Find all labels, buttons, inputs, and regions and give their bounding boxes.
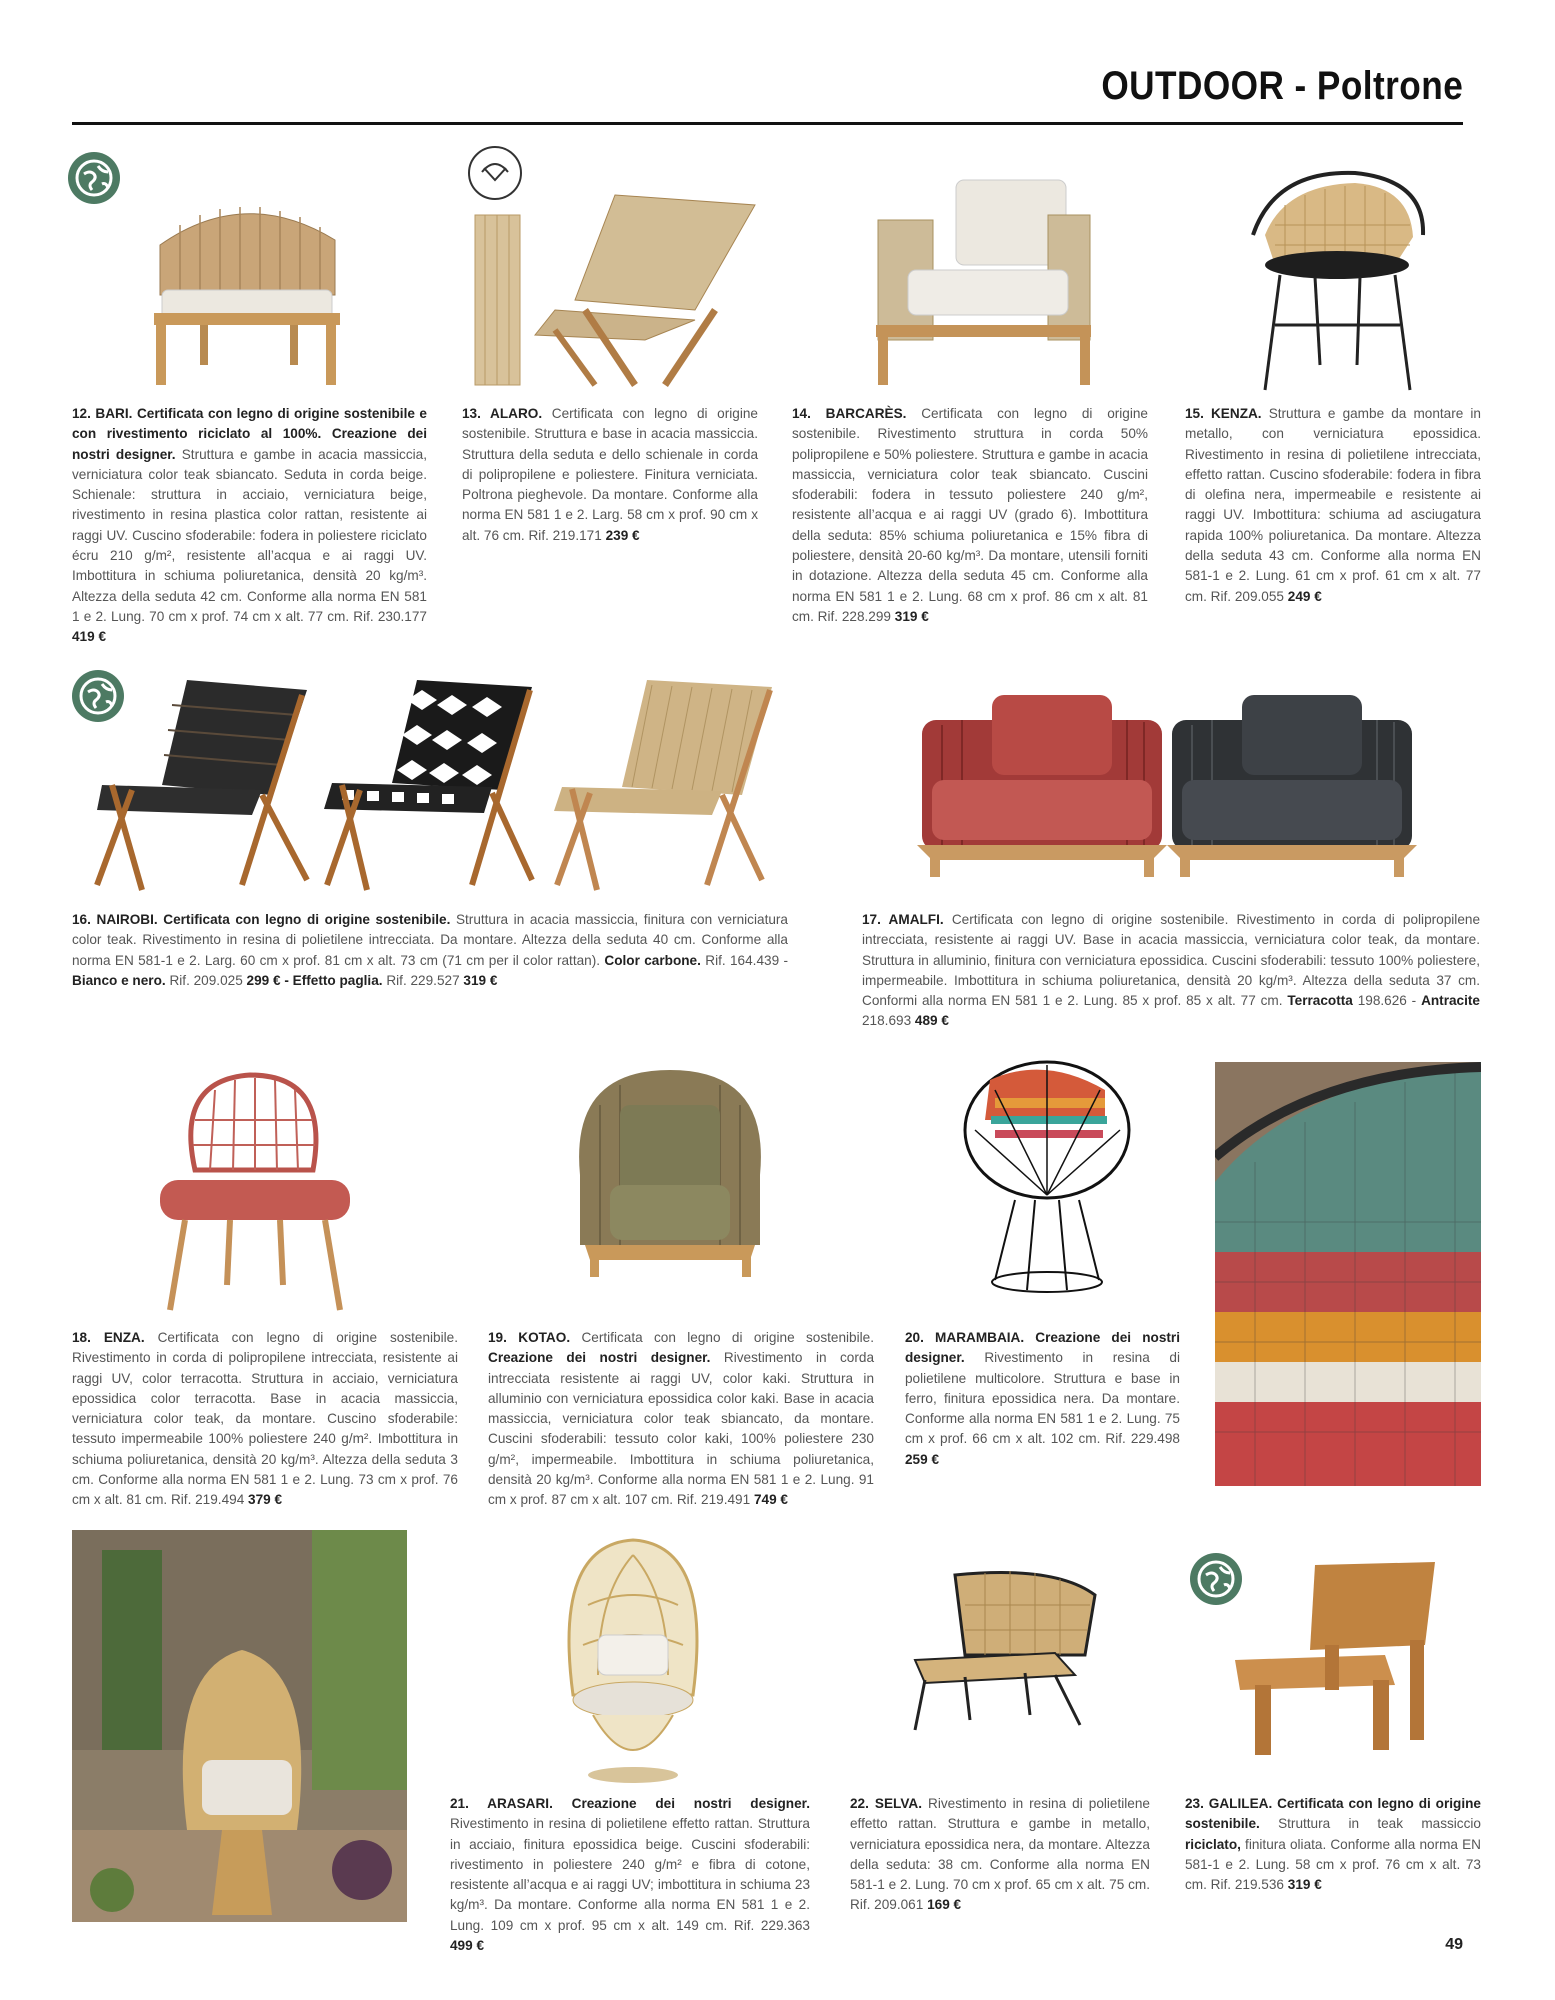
product-19-lead: 19. KOTAO. bbox=[488, 1330, 571, 1345]
product-17-ref-antracite: 218.693 bbox=[862, 1013, 912, 1029]
product-17-ref-terracotta: 198.626 - bbox=[1357, 993, 1417, 1009]
bari-armchair-image bbox=[140, 185, 350, 395]
kenza-chair-image bbox=[1245, 165, 1430, 395]
product-23-lead: 23. GALILEA. Certificata con legno di origine sostenibile. bbox=[1185, 1796, 1481, 1832]
product-23-body: finitura oliata. Conforme alla norma EN 581-1 e 2. Lung. 58 cm x prof. 76 cm x alt. 73 cm. Rif. 219.536 bbox=[1185, 1836, 1481, 1893]
product-20-price: 259 € bbox=[905, 1451, 940, 1467]
product-17-lead: 17. AMALFI. bbox=[862, 912, 944, 927]
product-16-ref-bianco-nero: Rif. 209.025 bbox=[169, 972, 243, 988]
product-16-variant-paglia: - Effetto paglia. bbox=[284, 972, 383, 988]
product-16-price-2: 319 € bbox=[463, 972, 498, 988]
product-16-body: Struttura in acacia massiccia, finitura con verniciatura color teak. Rivestimento in resina di polietilene intrecciata. Da montare. Altezza della seduta 40 cm. Conforme alla norma EN 581-1 e 2. Larg. 60 cm x prof. 81 cm x alt. 73 cm (71 cm per il color rattan). bbox=[72, 912, 788, 968]
product-16-ref-paglia: Rif. 229.527 bbox=[386, 972, 460, 988]
product-23-description bbox=[1185, 1794, 1481, 1895]
marambaia-chair-image bbox=[955, 1060, 1135, 1295]
product-14-body: Certificata con legno di origine sostenibile. Rivestimento struttura in corda 50% polipropilene e 50% poliestere. Struttura e gambe in acacia massiccia, verniciatura color teak sbiancato. Cuscini sfoderabili: fodera in tessuto poliestere 240 g/m², resistente all’acqua e ai raggi UV (grado 6). Imbottitura della seduta: 85% schiuma poliuretanica e 15% fibra di poliestere, densità 20-60 kg/m³. Da montare, utensili forniti in dotazione. Altezza della seduta 45 cm. Conforme alla norma EN 581 1 e 2. Lung. 68 cm x prof. 86 cm x alt. 81 cm. Rif. 228.299 bbox=[792, 406, 1148, 624]
product-15-price: 249 € bbox=[1287, 588, 1322, 604]
product-17-variant-terracotta: Terracotta bbox=[1287, 993, 1353, 1009]
product-20-body: Rivestimento in resina di polietilene multicolore. Struttura e base in ferro, finitura epossidica nera. Da montare. Conforme alla norma EN 581 1 e 2. Lung. 75 cm x prof. 66 cm x alt. 102 cm. Rif. 229.498 bbox=[905, 1350, 1180, 1447]
product-12-body: Struttura e gambe in acacia massiccia, verniciatura color teak sbiancato. Seduta in corda beige. Schienale: struttura in acciaio, verniciatura beige, rivestimento in resina plastica color rattan, resistente ai raggi UV. Cuscino sfoderabile: fodera in poliestere riciclato écru 210 g/m², resistente all’acqua e ai raggi UV. Imbottitura in schiuma poliuretanica, densità 20 kg/m³. Altezza della seduta 42 cm. Conforme alla norma EN 581 1 e 2. Lung. 70 cm x prof. 74 cm x alt. 77 cm. Rif. 230.177 bbox=[72, 446, 427, 624]
product-16-variant-bianco-nero: Bianco e nero. bbox=[72, 972, 166, 988]
product-23-body-a: Struttura in teak massiccio bbox=[1278, 1816, 1481, 1832]
product-21-body: Rivestimento in resina di polietilene effetto rattan. Struttura in acciaio, finitura epossidica beige. Cuscini sfoderabili: rivestimento in poliestere 240 g/m² e fibra di cotone, resistente all’acqua e ai raggi UV; imbottitura in schiuma 23 kg/m³. Da montare. Conforme alla norma EN 581 1 e 2. Lung. 109 cm x prof. 95 cm x alt. 149 cm. Rif. 229.363 bbox=[450, 1816, 810, 1933]
product-12-lead: 12. BARI. Certificata con legno di origine sostenibile e con rivestimento riciclato al 100%. Creazione dei nostri designer. bbox=[72, 406, 427, 462]
product-18-lead: 18. ENZA. bbox=[72, 1330, 145, 1345]
selva-chair-image bbox=[905, 1565, 1105, 1735]
nairobi-chairs-image bbox=[92, 675, 782, 895]
product-13-description bbox=[462, 404, 758, 546]
product-12-price: 419 € bbox=[72, 629, 107, 645]
product-23-price: 319 € bbox=[1287, 1877, 1322, 1893]
product-18-price: 379 € bbox=[248, 1492, 283, 1508]
product-18-description bbox=[72, 1328, 458, 1511]
page-number: 49 bbox=[1445, 1936, 1463, 1953]
product-16-description bbox=[72, 910, 788, 991]
product-15-lead: 15. KENZA. bbox=[1185, 406, 1262, 421]
product-17-body: Certificata con legno di origine sostenibile. Rivestimento in corda di polipropilene intrecciata, resistente ai raggi UV. Base in acacia massiccia, verniciatura color teak, da montare. Struttura in alluminio, finitura con verniciatura epossidica. Cuscini sfoderabili: tessuto 100% poliestere, impermeabile. Imbottitura in schiuma poliuretanica, densità 20 kg/m³. Altezza della seduta 37 cm. Conformi alla norma EN 581 1 e 2. Lung. 85 x prof. 85 x alt. 77 cm. bbox=[862, 912, 1481, 1009]
alaro-chair-image bbox=[465, 190, 765, 390]
product-19-lead2: Creazione dei nostri designer. bbox=[488, 1350, 711, 1366]
product-19-body-a: Certificata con legno di origine sostenibile. bbox=[581, 1330, 874, 1345]
product-22-price: 169 € bbox=[927, 1897, 962, 1913]
product-21-price: 499 € bbox=[450, 1938, 485, 1954]
product-13-lead: 13. ALARO. bbox=[462, 406, 543, 421]
arasari-garden-photo bbox=[72, 1530, 407, 1922]
product-17-variant-antracite: Antracite bbox=[1421, 993, 1480, 1009]
product-17-price: 489 € bbox=[914, 1013, 949, 1029]
arasari-egg-chair-image bbox=[558, 1535, 708, 1785]
product-14-price: 319 € bbox=[894, 608, 929, 624]
product-14-lead: 14. BARCARÈS. bbox=[792, 406, 907, 421]
product-15-body: Struttura e gambe da montare in metallo, con verniciatura epossidica. Rivestimento in resina di polietilene intrecciata, effetto rattan. Cuscino sfoderabile: fodera in fibra di olefina nera, impermeabile e resistente ai raggi UV. Imbottitura: schiuma ad asciugatura rapida 100% poliuretanica. Da montare. Altezza della seduta 43 cm. Conforme alla norma EN 581-1 e 2. Lung. 61 cm x prof. 61 cm x alt. 77 cm. Rif. 209.055 bbox=[1185, 406, 1481, 604]
product-19-price: 749 € bbox=[753, 1492, 788, 1508]
product-12-description bbox=[72, 404, 427, 648]
product-19-description bbox=[488, 1328, 874, 1511]
product-22-description bbox=[850, 1794, 1150, 1916]
product-15-description bbox=[1185, 404, 1481, 607]
product-14-description bbox=[792, 404, 1148, 627]
product-23-bold-word: riciclato, bbox=[1185, 1836, 1241, 1852]
product-13-price: 239 € bbox=[605, 527, 640, 543]
product-17-description bbox=[862, 910, 1480, 1032]
product-21-lead: 21. ARASARI. Creazione dei nostri designer. bbox=[450, 1796, 810, 1811]
page-title: OUTDOOR - Poltrone bbox=[1101, 64, 1463, 108]
product-13-body: Certificata con legno di origine sostenibile. Struttura e base in acacia massiccia. Struttura della seduta e dello schienale in corda di polipropilene e poliestere. Finitura verniciata. Poltrona pieghevole. Da montare. Conforme alla norma EN 581 1 e 2. Larg. 58 cm x prof. 90 cm x alt. 76 cm. Rif. 219.171 bbox=[462, 406, 758, 543]
amalfi-armchairs-image bbox=[912, 690, 1432, 880]
product-22-body: Rivestimento in resina di polietilene effetto rattan. Struttura e gambe in metallo, verniciatura epossidica nera, da montare. Altezza della seduta: 38 cm. Conforme alla norma EN 581-1 e 2. Lung. 70 cm x prof. 65 cm x alt. 75 cm. Rif. 209.061 bbox=[850, 1796, 1150, 1913]
barcares-armchair-image bbox=[868, 175, 1098, 390]
galilea-chair-image bbox=[1225, 1560, 1440, 1760]
product-20-lead: 20. MARAMBAIA. Creazione dei nostri designer. bbox=[905, 1330, 1180, 1366]
product-16-lead: 16. NAIROBI. Certificata con legno di origine sostenibile. bbox=[72, 912, 451, 927]
enza-chair-image bbox=[155, 1070, 355, 1320]
header-divider bbox=[72, 122, 1463, 125]
kotao-armchair-image bbox=[570, 1065, 770, 1280]
product-19-body: Rivestimento in corda intrecciata resistente ai raggi UV, color kaki. Struttura in alluminio con verniciatura epossidica color kaki. Base in acacia massiccia, verniciatura color teak sbiancato, da montare. Cuscini sfoderabili: tessuto color kaki, 100% poliestere 230 g/m², impermeabile. Imbottitura in schiuma poliuretanica, densità 20 kg/m³. Conforme alla norma EN 581 1 e 2. Lung. 91 cm x prof. 87 cm x alt. 107 cm. Rif. 219.491 bbox=[488, 1350, 874, 1508]
product-16-variant-carbone: Color carbone. bbox=[604, 952, 701, 968]
product-16-price-1: 299 € bbox=[246, 972, 281, 988]
product-21-description bbox=[450, 1794, 810, 1956]
product-18-body: Certificata con legno di origine sostenibile. Rivestimento in corda di polipropilene intrecciata, resistente ai raggi UV, color terracotta. Struttura in acciaio, verniciatura epossidica color terracotta. Base in acacia massiccia, verniciatura color teak, da montare. Cuscino sfoderabile: tessuto impermeabile 100% poliestere 240 g/m². Imbottitura in schiuma poliuretanica, densità 20 kg/m³. Altezza della seduta 3 cm. Conforme alla norma EN 581 1 e 2. Lung. 73 cm x prof. 76 cm x alt. 81 cm. Rif. 219.494 bbox=[72, 1330, 458, 1508]
product-16-ref-carbone: Rif. 164.439 - bbox=[705, 952, 789, 968]
product-22-lead: 22. SELVA. bbox=[850, 1796, 922, 1811]
product-20-description bbox=[905, 1328, 1180, 1470]
eco-badge-icon bbox=[68, 152, 120, 204]
marambaia-detail-photo bbox=[1215, 1062, 1481, 1486]
